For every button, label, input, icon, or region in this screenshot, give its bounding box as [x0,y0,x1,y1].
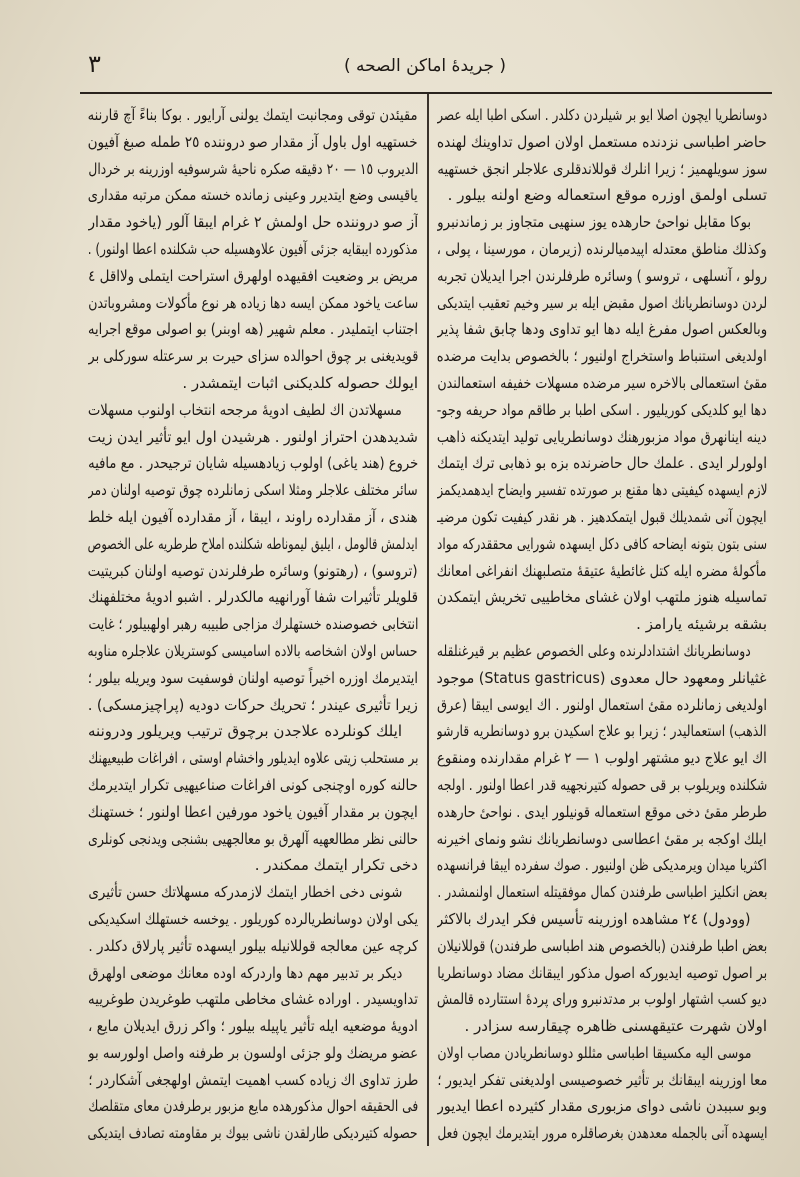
paragraph [88,102,418,397]
line-box [437,236,767,263]
text-line: سوز سویلهمیز ؛ زیرا انلرك قوللاندقلری علاجلر انجق خستهیه [437,159,767,178]
text-line: وکذلك مناطق معتدله اپیدمیالرنده (زیرمان ، مورسینا ، پولی ، [437,239,767,258]
line-box [437,102,767,129]
text-line: انتخابی خصوصنده خستهلرك مزاجی طبیبه رهبر اولهبیلور ؛ غایت [88,615,418,634]
line-box [88,933,418,960]
line-box [88,397,418,424]
page-number: ٣ [88,50,101,78]
line-box [88,156,418,183]
line-box [88,692,418,719]
line-box [88,718,418,745]
text-line: کرچه عین معالجه قوللانیله بیلور ایسهده تأثیر پارلاق دکلدر . [88,936,418,955]
text-line: خستهیه اول باول آز مقدار صو دروننده ٢٥ طمله صبغ آفیون [88,132,418,151]
line-box [437,852,767,879]
line-box [88,799,418,826]
text-line: هندی ، آز مقدارده راوند ، ایبقا ، آز مقدارده آفیون ایله خلط [88,507,418,526]
line-box [437,933,767,960]
line-box [88,343,418,370]
line-box [88,665,418,692]
text-line: دوسانطریا ایچون اصلا ایو بر شیلردن دکلدر . اسکی اطبا ایله عصر [437,106,767,124]
text-line: مریض بر وضعیت افقیهده اولهرق استراحت ایتملی ولااقل ٤ [88,266,418,285]
line-box [437,584,767,611]
text-line: دوسانطریانك اشتدادلرنده وعلی الخصوص عظیم بر قیرغنلقله [437,641,751,660]
line-box [437,826,767,853]
line-box [88,316,418,343]
text-line: ایچون بر مقدار آفیون یاخود مورفین اعطا اولنور ؛ خستهنك [88,802,418,821]
line-box [88,370,418,397]
line-box [437,182,767,209]
line-box [437,960,767,987]
text-line: یکی اولان دوسانطریالرده کوریلور . یوخسه خستهلك اسکیدیکی [88,909,418,928]
text-line: رولو ، آنسلهی ، تروسو ) وسائره طرفلرندن اجرا ایدیلان تجربه [437,266,767,285]
text-line: مذکورده ایبقایه جزئی آفیون علاوهسیله حب شکلنده اعطا اولنور) . [88,239,418,258]
text-line: شکلنده ویریلوب بر قی حصوله کتیرنجهیه قدر اعطا اولنور . اولجه [437,775,767,794]
line-box [437,450,767,477]
line-box [437,611,767,638]
text-line: آز صو دروننده حل اولمش ٢ غرام ایبقا آلور (یاخود مقدار [88,213,418,232]
header-rule [80,92,772,94]
text-line: مقیٔ استعمالی بالاخره سیر مرضده مسهلات خفیفه استعمالندن [437,373,767,392]
text-line: عضو مریضك ولو جزئی اولسون بر طرفنه واصل اولورسه بو [88,1043,418,1062]
line-box [437,477,767,504]
right-column [437,102,767,1147]
line-box [437,665,767,692]
line-box [437,718,767,745]
text-line: اولدیغی استنباط واستخراج اولنیور ؛ بالخصوص بدایت مرضده [437,347,767,366]
paragraph [88,397,418,719]
line-box [437,290,767,317]
line-box [437,1013,767,1040]
text-line: لازم ایسهده کیفیتی دها مقنع بر صورتده تفسیر وایضاح ایدهمدیکمز [437,481,767,500]
line-box [437,1093,767,1120]
text-line: بر اصول توصیه ایدیورکه اصول مذکور ایبقانك مضاد دوسانطریا [437,963,767,982]
text-line: شدیدهدن احتراز اولنور . هرشیدن اول ایو تأثیر ایدن زیت [88,427,418,446]
text-line: خروع (هند یاغی) اولوب زیادهسیله شایان ترجیحدر . مع مافیه [88,454,418,473]
line-box [437,1067,767,1094]
paragraph [88,879,418,959]
paragraph [437,209,767,638]
text-line: حصوله کتیردیکی طارلقدن ناشی بیوك بر مقاومته تصادف ایتدیکی [88,1124,418,1143]
text-line: ایسهده آنی بالجمله معدهدن بغرصاقلره مرور ایتدیرمك ایچون فعل [437,1124,767,1143]
text-line: سنی بتون بتونه ایضاحه کافی دکل ایسهده شورایی محققدرکه مواد [437,534,767,553]
line-box [437,879,767,906]
text-line: (وودول) ٢٤ مشاهده اوزرینه تأسیس فکر ایدرك بالاکثر [437,909,751,928]
text-line: اك ایو علاج دیو مشتهر اولوب ١ — ٢ غرام مقدارنده ومنقوع [437,749,767,768]
line-box [88,1120,418,1147]
line-box [88,182,418,209]
line-box [437,906,767,933]
text-line: مسهلاتدن اك لطیف ادویهٔ مرجحه انتخاب اولنوب مسهلات [88,400,402,419]
text-line: قویدیغنی بر چوق احوالده سزای حیرت بر سرعتله سورکلی بر [88,347,418,366]
text-line: حاضر اطباسی نزدنده مستعمل اولان اصول تداوینك لهنده [437,132,767,151]
line-box [88,450,418,477]
text-line: مقیئدن توقی ومجانبت ایتمك یولنی آرایور . بوکا بناءً آچ قارننه [88,106,418,124]
text-line: ایتدیرمك اوزره اخیراً توصیه اولنان فوسفیت سود ویریله بیلور ؛ [88,668,418,687]
line-box [437,370,767,397]
text-line: حالنه کوره اوچنجی کونی افراغات صناعیهیی تکرار ایتدیرمك [88,775,418,794]
text-line: دخی تکرار ایتمك ممکندر . [254,856,418,875]
line-box [88,531,418,558]
text-line: ساعت یاخود ممکن ایسه دها زیاده هر نوع مأکولات ومشروباتدن [88,293,418,312]
line-box [437,156,767,183]
line-box [437,397,767,424]
text-line: طرز تداوی اك زیاده کسب اهمیت ایتمش اولهجغی آشکاردر ؛ [88,1070,418,1089]
text-line: دینه اینانهرق مواد مزبورهنك دوسانطریایی تولید ایتدیکنه ذاهب [437,427,767,446]
line-box [88,772,418,799]
journal-title: ( جریدهٔ اماكن الصحه ) [343,56,507,76]
line-box [88,1067,418,1094]
text-line: بر مستحلب زیتی علاوه ایدیلور واخشام اوستی ، افراغات طبیعیهنك [88,749,418,768]
text-line: حالنی نظر مطالعهیه آلهرق بو معالجهیی بشنجی ویدنجی کونلری [88,829,418,848]
text-line: (تروسو) ، (رهتونو) وسائره طرفلرندن توصیه اولنان کبریتیت [88,561,418,580]
line-box [437,263,767,290]
paragraph [437,638,767,906]
paragraph [437,1040,767,1147]
column-divider [427,94,429,1146]
line-box [437,745,767,772]
line-box [88,986,418,1013]
line-box [437,772,767,799]
line-box [88,745,418,772]
line-box [437,799,767,826]
line-box [88,852,418,879]
line-box [437,316,767,343]
line-box [437,1120,767,1147]
line-box [88,1013,418,1040]
line-box [88,638,418,665]
line-box [437,504,767,531]
text-line: دیکر بر تدبیر مهم دها واردرکه اوده معانك موضعی اولهرق [88,963,402,982]
line-box [88,584,418,611]
line-box [88,1040,418,1067]
line-box [88,102,418,129]
line-box [88,906,418,933]
line-box [88,960,418,987]
line-box [88,290,418,317]
text-line: الذهب) استعمالیدر ؛ زیرا بو علاج اسکیدن برو دوسانطریه قارشو [437,722,767,741]
text-line: ایولك حصوله کلدیکنی اثبات ایتمشدر . [182,373,418,392]
line-box [88,1093,418,1120]
line-box [437,1040,767,1067]
text-line: بعض اطبا طرفندن (بالخصوص هند اطباسی طرفندن) قوللانیلان [437,936,767,955]
text-line: ایدلمش قالومل ، ایلیق لیموناطه شکلنده املاح طرطریه علی الخصوص [88,534,418,553]
line-box [437,692,767,719]
text-line: تسلی اولمق اوزره موقع استعماله وضع اولنه بیلور . [447,186,767,205]
text-line: اجتناب ایتملیدر . معلم شهیر (هه اوبنر) بو اصولی موقع اجرایه [88,320,418,339]
text-line: تماسیله هنوز ملتهب اولان غشای مخاطییی تخریش ایتمکدن [437,588,767,607]
text-line: زیرا تأثیری عیندر ؛ تحریك حرکات دودیه (پراچیزمسکی) . [88,695,418,714]
line-box [437,129,767,156]
line-box [88,879,418,906]
line-box [88,477,418,504]
paragraph [88,960,418,1148]
line-box [88,558,418,585]
text-line: لردن دوسانطریانك اصول مقبض ایله بر سیر وخیم تعقیب ایتدیکی [437,293,767,312]
running-header [80,50,770,88]
line-box [437,986,767,1013]
paragraph [88,718,418,879]
text-line: وبو سببدن ناشی دوای مزبوری مقدار کثیرده اعطا ایدیور [437,1097,767,1116]
text-line: طرطر مقیٔ دخی موقع استعماله قونیلور ایدی . نواحیٔ حارهده [437,802,767,821]
line-box [88,504,418,531]
text-line: قلویلر تأثیرات شفا آورانهیه مالکدرلر . اشبو ادویهٔ مختلفهنك [88,588,418,607]
text-line: ایلك اوکجه بر مقیٔ اعطاسی دوسانطریانك نشو ونمای اخیرنه [437,829,767,848]
text-line: موسی الیه مکسیقا اطباسی مثللو دوسانطریادن مصاب اولان [437,1043,751,1062]
line-box [437,558,767,585]
text-line: ادویهٔ موضعیه ایله تأثیر یاپیله بیلور ؛ واکر زرق ایدیلان مایع ، [88,1017,418,1036]
line-box [88,236,418,263]
text-line: ایچون آنی شمدیلك قبول ایتمکدهیز . هر نقدر کیفیت تکون مرضیـ [437,507,767,526]
text-line: ایلك کونلرده علاجدن برچوق ترتیب ویریلور ودروننه [88,722,402,741]
text-line: فی الحقیقه احوال مذکورهده مایع مزبور برطرفدن معای متقلصك [88,1097,418,1116]
text-line: مأکولهٔ مضره ایله کتل غائطیهٔ عتیقهٔ متصلبهنك انفراغی امعانك [437,561,767,580]
line-box [88,263,418,290]
line-box [437,638,767,665]
line-box [88,424,418,451]
text-line: اولان شهرت عتیقهسنی ظاهره چیقارسه سزادر . [464,1017,767,1036]
paragraph [437,906,767,1040]
left-column [88,102,418,1147]
text-line: شونی دخی اخطار ایتمك لازمدرکه مسهلاتك حسن تأثیری [88,883,402,902]
text-line: اولدیغی زمانلرده مقیٔ استعمال اولنور . اك ایوسی ایبقا (عرق [437,695,767,714]
text-line: اولورلر ایدی . علمك حال حاضرنده بزه بو ذهابی ترك ایتمك [437,454,767,473]
text-line: وبالعکس اصول مفرغ ایله دها ایو تداوی ودها چابق شفا پذیر [437,320,767,339]
text-line: بوکا مقابل نواحیٔ حارهده یوز سنهیی متجاوز بر زماندنبرو [437,213,751,232]
text-line: دها ایو کلدیکی کوریلیور . اسکی اطبا بر طاقم مواد حریفه وجو- [437,400,767,419]
line-box [437,531,767,558]
text-line: دیو کسب اشتهار اولوب بر مدتدنبرو ورای پردهٔ استتارده قالمش [437,990,767,1009]
line-box [88,826,418,853]
text-line: بعض انکلیز اطباسی طرفندن کمال موفقیتله استعمال اولنمشدر . [437,883,767,902]
line-box [437,343,767,370]
text-line: غثیانلر ومعهود حال معدوی (Status gastricus) موجود [437,668,767,687]
text-line: یاقیسی وضع ایتدیرر وعینی زمانده خسته ممکن مرتبه مقداری [88,186,418,205]
text-line: الدیروب ١٥ — ٢٠ دقیقه صکره ناحیهٔ شرسوفیه اوزرینه بر خردال [88,159,418,178]
text-line: تداویسیدر . اوراده غشای مخاطی ملتهب طوغریدن طوغرییه [88,990,418,1009]
text-line: سائر مختلف علاجلر ومثلا اسکی زمانلرده چوق توصیه اولنان دمر [88,481,418,500]
line-box [437,209,767,236]
line-box [88,611,418,638]
line-box [437,424,767,451]
text-line: اکثریا میدان ویرمدیکی ظن اولنیور . صوك سفرده ایبقا فرانسهده [437,856,767,875]
text-line: حساس اولان اشخاصه بالاده اسامیسی کوستریلان علاجلره مناوبه [88,641,418,660]
text-line: معا اوزرینه ایبقانك بر تأثیر خصوصیسی اولدیغنی تفکر ایدیور ؛ [437,1070,767,1089]
line-box [88,129,418,156]
text-line: بشقه برشیئه یارامز . [636,615,767,634]
paragraph [437,102,767,209]
line-box [88,209,418,236]
